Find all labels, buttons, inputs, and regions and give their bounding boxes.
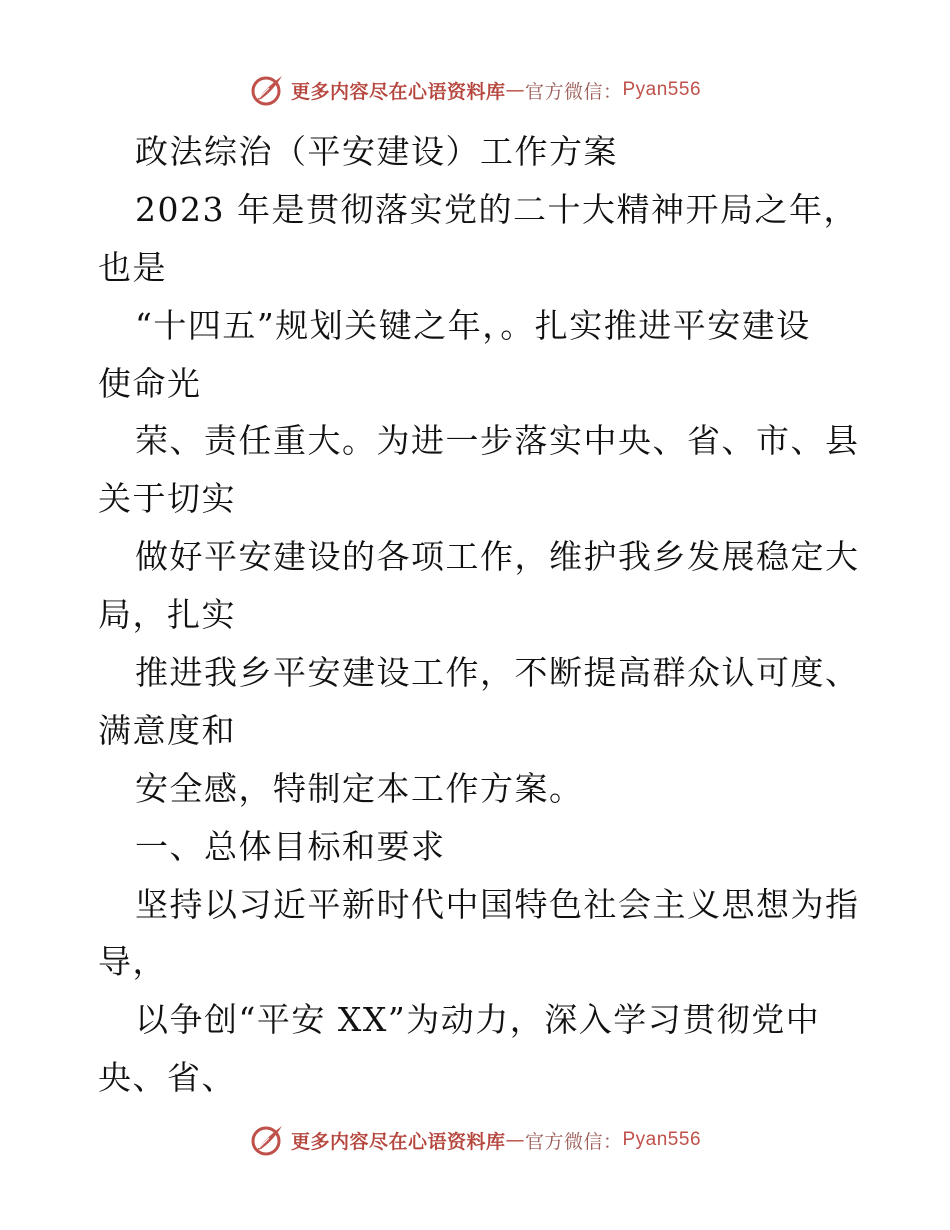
text-line: 央、省、 — [98, 1058, 236, 1098]
text-line: 推进我乡平安建设工作，不断提高群众认可度、 — [135, 653, 860, 693]
document-title: 政法综治（平安建设）工作方案 — [135, 132, 618, 171]
banner-separator: — — [505, 1129, 525, 1151]
text-line: 荣、责任重大。为进一步落实中央、省、市、县 — [135, 421, 860, 461]
text-line: 安全感，特制定本工作方案。 — [135, 768, 584, 808]
text-line: 局，扎实 — [98, 595, 236, 635]
text-line: “十四五”规划关键之年，。扎实推进平安建设 — [135, 305, 811, 345]
quill-logo-icon — [249, 1122, 285, 1158]
banner-title: 更多内容尽在心语资料库 — [290, 1130, 506, 1153]
text-line: 做好平安建设的各项工作，维护我乡发展稳定大 — [135, 537, 860, 577]
section-heading: 一、总体目标和要求 — [135, 826, 446, 866]
text-line: 导， — [98, 942, 167, 982]
banner-wechat-label: 官方微信： — [524, 1130, 623, 1153]
banner-title: 更多内容尽在心语资料库 — [290, 80, 506, 103]
header-banner — [0, 70, 950, 110]
document-body — [98, 123, 858, 1107]
footer-banner — [0, 1120, 950, 1160]
text-line: 也是 — [98, 247, 167, 287]
text-line: 以争创“平安 XX”为动力，深入学习贯彻党中 — [135, 1000, 821, 1040]
text-line: 2023 年是贯彻落实党的二十大精神开局之年， — [135, 189, 858, 229]
banner-separator: — — [505, 79, 525, 101]
banner-wechat-label: 官方微信： — [524, 80, 623, 103]
banner-wechat-id: Pyan556 — [622, 1129, 702, 1150]
text-line: 满意度和 — [98, 710, 236, 750]
text-line: 使命光 — [98, 363, 202, 403]
text-line: 坚持以习近平新时代中国特色社会主义思想为指 — [135, 884, 860, 924]
banner-wechat-id: Pyan556 — [622, 79, 702, 100]
text-line: 关于切实 — [98, 479, 236, 519]
quill-logo-icon — [249, 72, 285, 108]
